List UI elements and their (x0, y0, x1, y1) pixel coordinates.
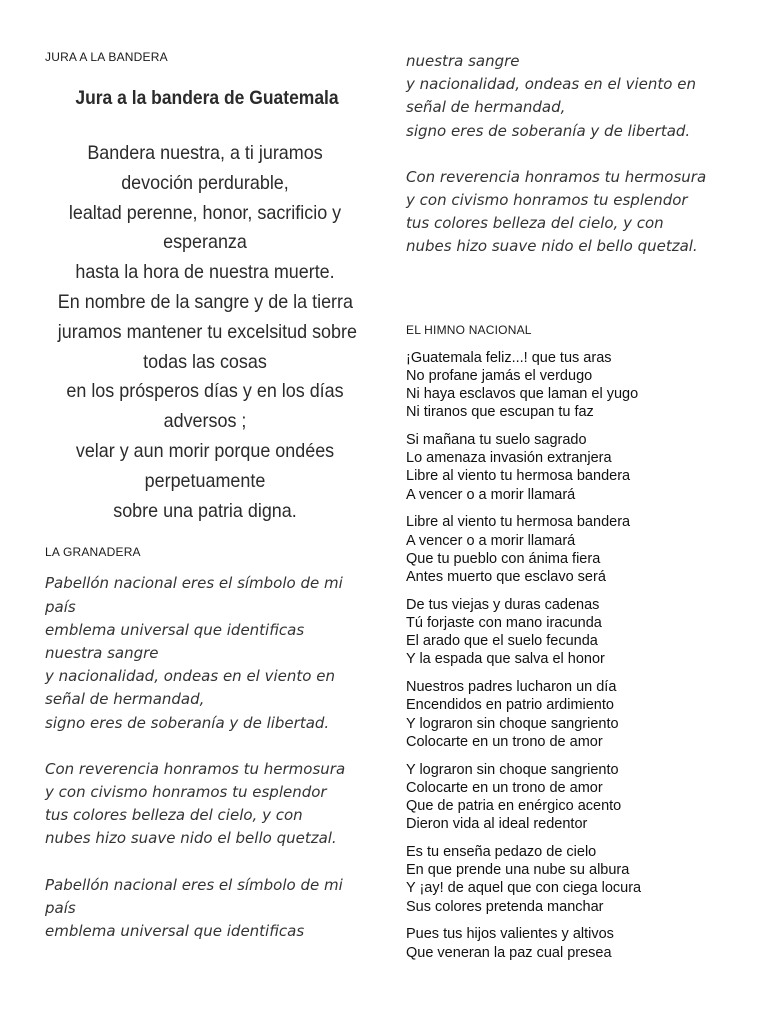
verse-line: país (45, 597, 76, 616)
verse-line: tus colores belleza del cielo, y con (45, 806, 303, 825)
anthem-stanza (406, 761, 736, 834)
verse-line: emblema universal que identificas (45, 620, 305, 639)
left-column (45, 50, 375, 943)
jura-line: devoción perdurable, (121, 171, 289, 194)
anthem-line: Encendidos en patrio ardimiento (406, 697, 614, 714)
verse-line: signo eres de soberanía y de libertad. (45, 713, 330, 732)
stanza-spacer (45, 851, 375, 874)
verse-line: tus colores belleza del cielo, y con (406, 214, 664, 233)
jura-line: hasta la hora de nuestra muerte. (75, 261, 335, 284)
anthem-line: Y ¡ay! de aquel que con ciega locura (406, 880, 642, 897)
anthem-line: Pues tus hijos valientes y altivos (406, 926, 614, 943)
anthem-line: ¡Guatemala feliz...! que tus aras (406, 349, 612, 366)
verse-line: nubes hizo suave nido el bello quetzal. (406, 237, 698, 256)
anthem-line: Nuestros padres lucharon un día (406, 679, 617, 696)
anthem-line: Ni tiranos que escupan tu faz (406, 404, 594, 421)
anthem-stanza (406, 843, 736, 916)
anthem-line: Antes muerto que esclavo será (406, 569, 606, 586)
verse-line: signo eres de soberanía y de libertad. (406, 121, 691, 140)
anthem-line: Colocarte en un trono de amor (406, 733, 603, 750)
jura-line: juramos mantener tu excelsitud sobre (57, 320, 357, 343)
himno-heading: EL HIMNO NACIONAL (406, 322, 532, 337)
anthem-line: Tú forjaste con mano iracunda (406, 615, 602, 632)
jura-line: adversos ; (163, 410, 247, 433)
jura-line: En nombre de la sangre y de la tierra (57, 290, 353, 313)
verse-line: Pabellón nacional eres el símbolo de mi (45, 875, 343, 894)
granadera-left-text (45, 572, 375, 943)
jura-title: Jura a la bandera de Guatemala (75, 88, 339, 109)
anthem-stanza (406, 349, 736, 422)
anthem-line: Y lograron sin choque sangriento (406, 715, 619, 732)
himno-text (406, 349, 736, 962)
verse-line: nubes hizo suave nido el bello quetzal. (45, 829, 337, 848)
verse-line: señal de hermandad, (45, 690, 205, 709)
stanza-spacer (406, 143, 736, 166)
anthem-line: Libre al viento tu hermosa bandera (406, 514, 631, 531)
jura-heading: JURA A LA BANDERA (45, 50, 168, 64)
granadera-heading: LA GRANADERA (45, 545, 141, 560)
anthem-stanza (406, 596, 736, 669)
stanza-spacer (45, 735, 375, 758)
anthem-line: Sus colores pretenda manchar (406, 898, 604, 915)
anthem-line: No profane jamás el verdugo (406, 367, 593, 384)
anthem-line: El arado que el suelo fecunda (406, 633, 598, 650)
jura-line: todas las cosas (143, 350, 267, 373)
jura-line: velar y aun morir porque ondées (75, 439, 335, 462)
verse-line: Con reverencia honramos tu hermosura (45, 759, 346, 778)
verse-line: y nacionalidad, ondeas en el viento en (45, 667, 335, 686)
anthem-stanza (406, 513, 736, 586)
jura-line: perpetuamente (144, 469, 266, 492)
jura-line: sobre una patria digna. (113, 499, 297, 522)
right-column (406, 50, 736, 971)
verse-line: nuestra sangre (45, 643, 159, 662)
anthem-line: Ni haya esclavos que laman el yugo (406, 386, 639, 403)
verse-line: Con reverencia honramos tu hermosura (406, 167, 707, 186)
anthem-line: Es tu enseña pedazo de cielo (406, 844, 597, 861)
anthem-line: Que tu pueblo con ánima fiera (406, 550, 601, 567)
anthem-line: Que veneran la paz cual presea (406, 944, 612, 961)
anthem-stanza (406, 431, 736, 504)
verse-line: señal de hermandad, (406, 98, 566, 117)
anthem-line: Que de patria en enérgico acento (406, 798, 622, 815)
anthem-stanza (406, 678, 736, 751)
jura-line: lealtad perenne, honor, sacrificio y (68, 201, 342, 224)
verse-line: y nacionalidad, ondeas en el viento en (406, 75, 696, 94)
jura-text (57, 139, 357, 526)
anthem-stanza (406, 925, 736, 961)
jura-line: Bandera nuestra, a ti juramos (87, 142, 323, 164)
verse-line: país (45, 898, 76, 917)
verse-line: y con civismo honramos tu esplendor (406, 191, 688, 210)
anthem-line: Dieron vida al ideal redentor (406, 816, 588, 833)
anthem-line: Y la espada que salva el honor (406, 651, 605, 668)
verse-line: emblema universal que identificas (45, 922, 305, 940)
granadera-right-text (406, 50, 736, 259)
jura-line: en los prósperos días y en los días (66, 380, 344, 403)
anthem-line: Colocarte en un trono de amor (406, 779, 603, 796)
jura-line: esperanza (163, 231, 247, 254)
anthem-line: Libre al viento tu hermosa bandera (406, 468, 631, 485)
jura-image (45, 88, 365, 526)
verse-line: nuestra sangre (406, 52, 520, 70)
anthem-line: Y lograron sin choque sangriento (406, 761, 619, 778)
anthem-line: De tus viejas y duras cadenas (406, 596, 600, 613)
anthem-line: Si mañana tu suelo sagrado (406, 432, 587, 449)
anthem-line: En que prende una nube su albura (406, 862, 630, 879)
anthem-line: Lo amenaza invasión extranjera (406, 450, 612, 467)
anthem-line: A vencer o a morir llamará (406, 486, 576, 503)
anthem-line: A vencer o a morir llamará (406, 532, 576, 549)
verse-line: Pabellón nacional eres el símbolo de mi (45, 574, 343, 593)
verse-line: y con civismo honramos tu esplendor (45, 782, 327, 801)
